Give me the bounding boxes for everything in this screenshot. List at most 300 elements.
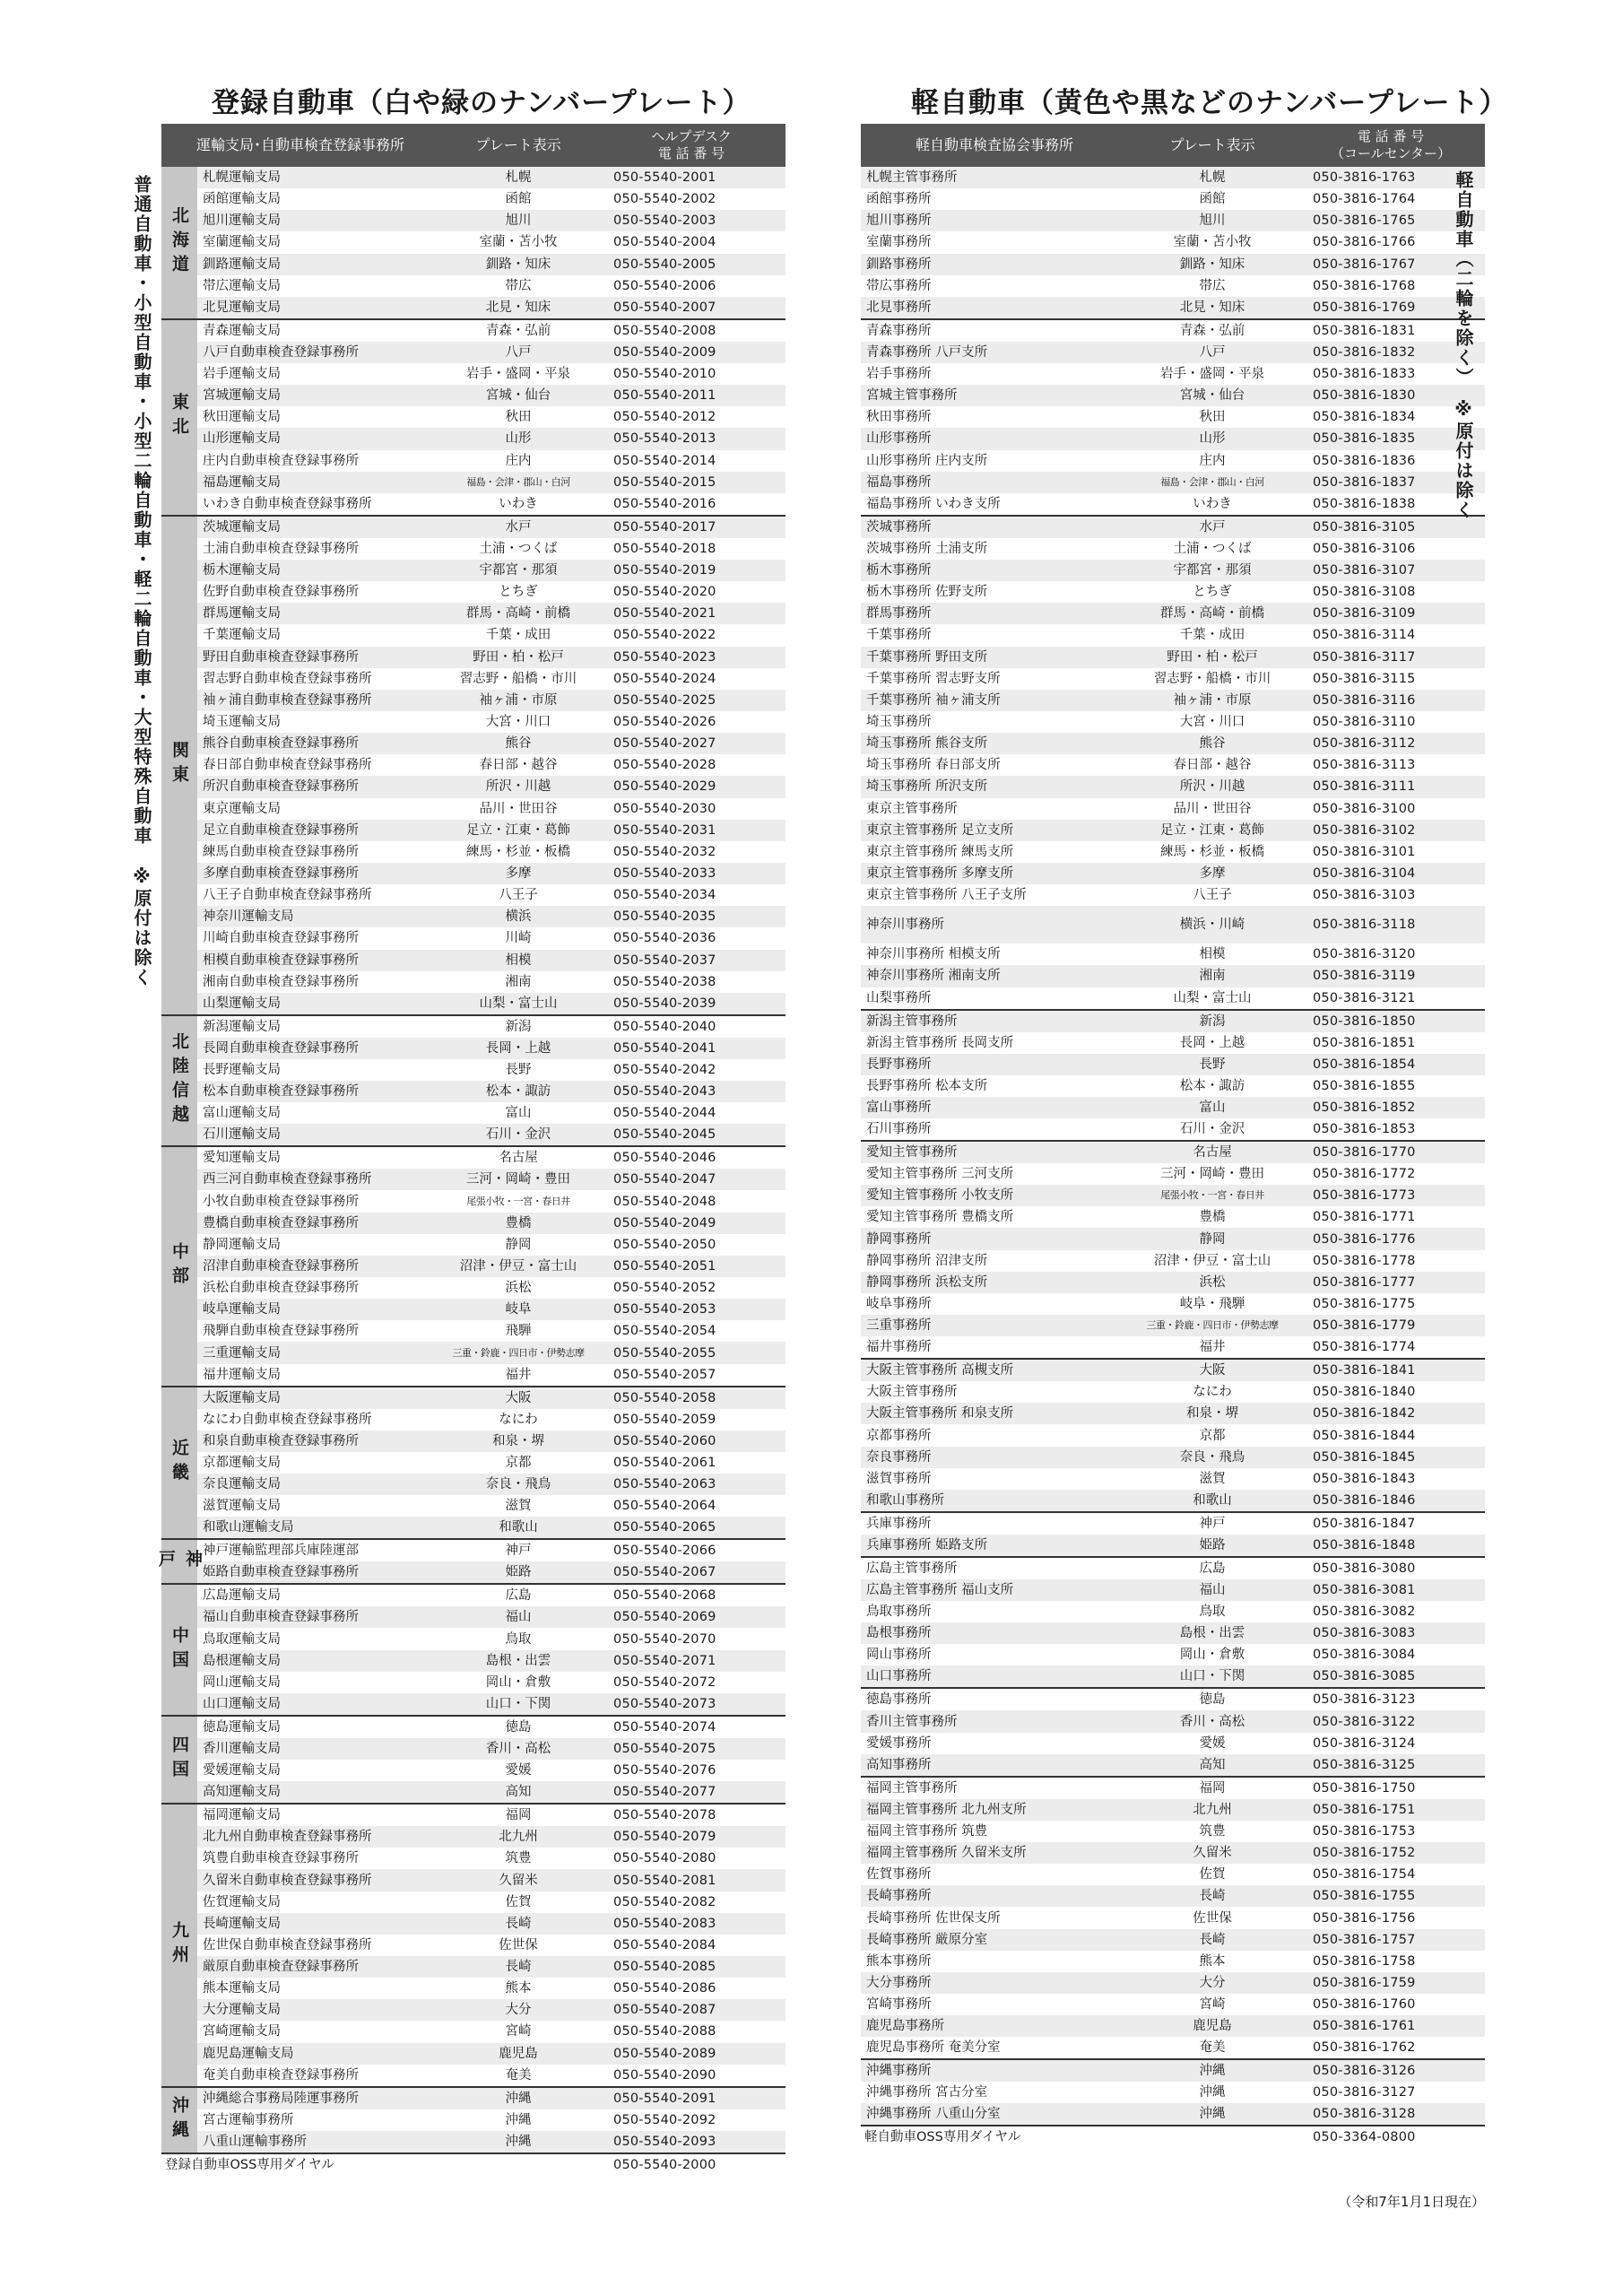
office-name: 山口事務所 <box>861 1665 1128 1688</box>
plate-label: 千葉・成田 <box>1179 628 1245 643</box>
plate-label: 佐賀 <box>505 1894 532 1909</box>
phone-number: 050-3816-1777 <box>1297 1272 1485 1293</box>
phone-number: 050-5540-2093 <box>597 2131 785 2153</box>
table-row <box>161 1869 785 1891</box>
plate-label: 岡山・倉敷 <box>1179 1648 1245 1663</box>
office-name: 福岡主管事務所 久留米支所 <box>861 1842 1128 1864</box>
table-row <box>161 1495 785 1517</box>
table-row <box>161 1738 785 1760</box>
plate-label: 沖縄 <box>439 2087 597 2109</box>
region-label: 東北 <box>161 319 197 516</box>
table-row <box>861 754 1485 776</box>
plate-label: 室蘭・苫小牧 <box>479 235 558 250</box>
office-name: 大阪主管事務所 <box>866 1385 958 1400</box>
office-name: 鹿児島事務所 <box>861 2015 1128 2037</box>
plate-label: 青森・弘前 <box>439 319 597 342</box>
plate-label: とちぎ <box>1193 585 1232 600</box>
office-name: 鳥取運輸支局 <box>203 1631 281 1647</box>
office-name: 千葉事務所 袖ヶ浦支所 <box>861 690 1128 711</box>
table-row <box>161 1892 785 1913</box>
region-label: 関東 <box>161 516 197 1015</box>
plate-label: 横浜 <box>439 906 597 927</box>
phone-number: 050-3816-3104 <box>1297 863 1485 884</box>
table-row <box>161 1387 785 1409</box>
plate-label: 袖ヶ浦・市原 <box>1128 690 1297 711</box>
plate-label: 愛媛 <box>505 1763 532 1779</box>
office-name: 青森事務所 <box>861 319 1128 342</box>
phone-number: 050-5540-2080 <box>613 1851 716 1866</box>
plate-label: 釧路・知床 <box>439 254 597 275</box>
plate-label: 品川・世田谷 <box>1173 801 1252 816</box>
table-header <box>861 124 1485 167</box>
phone-number: 050-3816-1835 <box>1297 428 1485 449</box>
plate-label: 青森・弘前 <box>1128 319 1297 342</box>
phone-number: 050-3816-3119 <box>1297 965 1485 987</box>
phone-number: 050-3816-1845 <box>1297 1447 1485 1468</box>
plate-label: 習志野・船橋・市川 <box>459 671 577 686</box>
phone-number: 050-3816-3080 <box>1297 1557 1485 1579</box>
phone-number: 050-5540-2016 <box>613 496 716 511</box>
plate-label: 長岡・上越 <box>1179 1035 1245 1050</box>
table-row <box>861 1972 1485 1994</box>
table-header <box>161 124 785 167</box>
plate-label: 豊橋 <box>1199 1210 1226 1225</box>
plate-label: 石川・金沢 <box>1179 1122 1245 1137</box>
office-name: 姫路自動車検査登録事務所 <box>197 1561 439 1584</box>
table-row <box>161 884 785 906</box>
plate-label: 香川・高松 <box>1128 1710 1297 1732</box>
plate-label: 福岡 <box>439 1804 597 1826</box>
office-name: 厳原自動車検査登録事務所 <box>197 1956 439 1978</box>
table-row <box>861 493 1485 516</box>
office-name: 和泉自動車検査登録事務所 <box>197 1431 439 1452</box>
office-name: 旭川運輸支局 <box>197 210 439 231</box>
phone-number: 050-3816-3101 <box>1313 844 1416 859</box>
phone-number: 050-5540-2020 <box>613 585 716 600</box>
table-row <box>861 1799 1485 1821</box>
phone-number: 050-5540-2027 <box>597 733 785 754</box>
office-name: 新潟主管事務所 長岡支所 <box>866 1035 1014 1050</box>
office-name: 青森事務所 八戸支所 <box>861 342 1128 363</box>
phone-number: 050-5540-2023 <box>597 647 785 668</box>
plate-label: 八戸 <box>439 342 597 363</box>
table-row <box>161 971 785 993</box>
office-name: 滋賀事務所 <box>866 1471 932 1486</box>
plate-label: 鹿児島 <box>1128 2015 1297 2037</box>
table-row <box>161 1102 785 1124</box>
table-row <box>861 297 1485 319</box>
plate-label: 宇都宮・那須 <box>1128 560 1297 581</box>
table-row <box>161 1628 785 1649</box>
plate-label: 佐賀 <box>1199 1867 1226 1883</box>
table-row <box>161 1081 785 1102</box>
table-row <box>861 820 1485 841</box>
office-name: 三重運輸支局 <box>197 1342 439 1363</box>
phone-number: 050-3816-1752 <box>1297 1842 1485 1864</box>
office-name: 大阪主管事務所 高槻支所 <box>861 1359 1128 1381</box>
plate-label: なにわ <box>499 1412 538 1427</box>
plate-label: 京都 <box>1199 1428 1226 1443</box>
office-name: 札幌運輸支局 <box>197 167 439 188</box>
plate-label: 島根・出雲 <box>1128 1622 1297 1644</box>
office-name: 広島運輸支局 <box>197 1584 439 1606</box>
phone-number: 050-3816-1836 <box>1313 453 1416 468</box>
phone-number: 050-3816-1772 <box>1313 1167 1416 1182</box>
phone-number: 050-5540-2031 <box>597 820 785 841</box>
plate-label: 三重・鈴鹿・四日市・伊勢志摩 <box>1128 1315 1297 1336</box>
table-row <box>161 647 785 668</box>
plate-label: 山形 <box>439 428 597 449</box>
plate-label: 大阪 <box>439 1387 597 1409</box>
table-row <box>161 1956 785 1978</box>
phone-number: 050-3816-1834 <box>1313 410 1416 425</box>
plate-label: 愛媛 <box>1199 1735 1226 1751</box>
phone-number: 050-3816-1853 <box>1313 1122 1416 1137</box>
plate-label: 北見・知床 <box>1128 297 1297 319</box>
office-name: 北見事務所 <box>861 297 1128 319</box>
phone-number: 050-3816-1771 <box>1313 1210 1416 1225</box>
table-row <box>861 668 1485 690</box>
phone-number: 050-3816-1833 <box>1313 367 1416 382</box>
phone-number: 050-5540-2070 <box>613 1631 716 1647</box>
oss-dial-label: 登録自動車OSS専用ダイヤル <box>161 2153 439 2176</box>
table-row <box>161 231 785 253</box>
plate-label: 川崎 <box>505 931 532 946</box>
office-name: 大分事務所 <box>861 1972 1128 1994</box>
plate-label: 沼津・伊豆・富士山 <box>439 1256 597 1277</box>
phone-number: 050-5540-2051 <box>597 1256 785 1277</box>
phone-number: 050-5540-2092 <box>613 2112 716 2127</box>
plate-label: 大分 <box>1128 1972 1297 1994</box>
office-name: 香川主管事務所 <box>861 1710 1128 1732</box>
office-name: 愛知主管事務所 三河支所 <box>866 1167 1014 1182</box>
plate-label: 広島 <box>1128 1557 1297 1579</box>
office-name: 石川事務所 <box>866 1122 932 1137</box>
plate-label: 熊谷 <box>1128 733 1297 754</box>
office-name: 沼津自動車検査登録事務所 <box>197 1256 439 1277</box>
office-name: 釧路事務所 <box>861 254 1128 275</box>
table-row <box>861 1951 1485 1972</box>
phone-number: 050-3816-3111 <box>1297 776 1485 797</box>
phone-number: 050-5540-2006 <box>613 278 716 293</box>
phone-number: 050-5540-2066 <box>597 1539 785 1561</box>
phone-number: 050-5540-2017 <box>597 516 785 538</box>
office-name: 鹿児島運輸支局 <box>197 2043 439 2065</box>
phone-number: 050-3816-3124 <box>1313 1735 1416 1751</box>
office-name: 千葉事務所 野田支所 <box>861 647 1128 668</box>
office-name: 愛知主管事務所 豊橋支所 <box>866 1210 1014 1225</box>
table-row <box>161 319 785 342</box>
plate-label: 浜松 <box>505 1281 532 1296</box>
phone-number: 050-5540-2054 <box>613 1324 716 1339</box>
office-name: 浜松自動車検査登録事務所 <box>203 1281 359 1296</box>
office-name: 長野運輸支局 <box>203 1062 281 1077</box>
plate-label: 久留米 <box>439 1869 597 1891</box>
office-name: 熊本運輸支局 <box>203 1981 281 1996</box>
header-office: 軽自動車検査協会事務所 <box>861 124 1128 167</box>
phone-number: 050-5540-2068 <box>597 1584 785 1606</box>
table-row <box>161 1169 785 1190</box>
office-name: 八王子自動車検査登録事務所 <box>203 888 372 903</box>
plate-label: 山梨・富士山 <box>1173 990 1252 1005</box>
phone-number: 050-3816-1846 <box>1297 1490 1485 1512</box>
office-name: 高知事務所 <box>861 1754 1128 1777</box>
table-row <box>861 1907 1485 1928</box>
office-name: 茨城事務所 <box>861 516 1128 538</box>
office-name: 徳島運輸支局 <box>197 1716 439 1738</box>
table-row <box>861 1710 1485 1732</box>
plate-label: 函館 <box>505 192 532 207</box>
registered-vehicles-title: 登録自動車（白や緑のナンバープレート） <box>212 87 751 119</box>
table-row <box>861 944 1485 965</box>
table-row <box>861 516 1485 538</box>
office-name: 練馬自動車検査登録事務所 <box>203 844 359 859</box>
phone-number: 050-5540-2004 <box>613 235 716 250</box>
office-name: 埼玉事務所 <box>866 715 932 730</box>
table-row <box>861 603 1485 624</box>
plate-label: 帯広 <box>505 278 532 293</box>
plate-label: 沖縄 <box>505 2112 532 2127</box>
plate-label: 横浜・川崎 <box>1128 906 1297 944</box>
region-label: 中部 <box>161 1146 197 1386</box>
plate-label: 山口・下関 <box>439 1693 597 1716</box>
office-name: 千葉運輸支局 <box>203 628 281 643</box>
plate-label: 北見・知床 <box>439 297 597 319</box>
phone-number: 050-5540-2077 <box>597 1781 785 1804</box>
table-row <box>861 2015 1485 2037</box>
footer-empty <box>439 2153 597 2176</box>
office-name: 岡山事務所 <box>866 1648 932 1663</box>
office-name: 茨城運輸支局 <box>197 516 439 538</box>
plate-label: 久留米 <box>1128 1842 1297 1864</box>
phone-number: 050-3816-1763 <box>1297 167 1485 188</box>
table-row <box>861 1097 1485 1118</box>
phone-number: 050-5540-2050 <box>613 1237 716 1252</box>
plate-label: 宇都宮・那須 <box>439 560 597 581</box>
plate-label: 群馬・高崎・前橋 <box>439 603 597 624</box>
office-name: 長岡自動車検査登録事務所 <box>197 1038 439 1059</box>
plate-label: 岩手・盛岡・平泉 <box>466 367 571 382</box>
header-plate: プレート表示 <box>1128 124 1297 167</box>
kei-vehicles-panel <box>861 83 1508 2148</box>
office-name: 長野事務所 <box>861 1054 1128 1075</box>
phone-number: 050-5540-2030 <box>613 801 716 816</box>
table-row <box>161 1539 785 1561</box>
phone-number: 050-3816-1854 <box>1297 1054 1485 1075</box>
table-row <box>861 1468 1485 1490</box>
table-row <box>161 1781 785 1804</box>
plate-label: 湘南 <box>1128 965 1297 987</box>
phone-number: 050-5540-2083 <box>597 1913 785 1935</box>
office-name: 静岡事務所 <box>861 1228 1128 1249</box>
phone-number: 050-5540-2060 <box>597 1431 785 1452</box>
phone-number: 050-3816-1841 <box>1297 1359 1485 1381</box>
table-row <box>861 319 1485 342</box>
plate-label: 沖縄 <box>1128 2103 1297 2126</box>
office-name: 京都運輸支局 <box>203 1455 281 1470</box>
table-row <box>161 841 785 863</box>
table-row <box>161 472 785 493</box>
plate-label: 筑豊 <box>505 1851 532 1866</box>
table-row <box>861 1272 1485 1293</box>
office-name: 愛媛運輸支局 <box>203 1763 281 1779</box>
plate-label: 長岡・上越 <box>439 1038 597 1059</box>
plate-label: 和歌山 <box>1128 1490 1297 1512</box>
plate-label: 所沢・川越 <box>1128 776 1297 797</box>
table-row <box>161 1693 785 1716</box>
office-name: 沖縄事務所 <box>861 2059 1128 2082</box>
plate-label: 鳥取 <box>505 1631 532 1647</box>
office-name: 広島主管事務所 <box>861 1557 1128 1579</box>
table-row <box>161 406 785 428</box>
phone-number: 050-3816-3118 <box>1297 906 1485 944</box>
phone-number: 050-3816-1765 <box>1297 210 1485 231</box>
office-name: 野田自動車検査登録事務所 <box>197 647 439 668</box>
office-name: 京都事務所 <box>866 1428 932 1443</box>
phone-number: 050-3816-3117 <box>1297 647 1485 668</box>
plate-label: 福井 <box>1199 1340 1226 1355</box>
plate-label: 群馬・高崎・前橋 <box>1128 603 1297 624</box>
phone-number: 050-3816-1764 <box>1313 192 1416 207</box>
plate-label: 宮崎 <box>505 2024 532 2039</box>
table-row <box>161 1431 785 1452</box>
region-label: 中国 <box>161 1584 197 1716</box>
phone-number: 050-3816-3102 <box>1297 820 1485 841</box>
table-row <box>161 450 785 472</box>
table-row <box>161 385 785 406</box>
table-row <box>161 254 785 275</box>
office-name: 東京主管事務所 八王子支所 <box>866 888 1027 903</box>
phone-number: 050-5540-2029 <box>597 776 785 797</box>
phone-number: 050-5540-2059 <box>613 1412 716 1427</box>
table-row <box>861 538 1485 560</box>
table-row <box>861 647 1485 668</box>
phone-number: 050-5540-2038 <box>613 974 716 989</box>
phone-number: 050-5540-2032 <box>613 844 716 859</box>
region-label: 神戸 <box>161 1539 197 1584</box>
phone-number: 050-5540-2005 <box>597 254 785 275</box>
plate-label: 熊本 <box>1199 1953 1226 1969</box>
office-name: 富山運輸支局 <box>203 1106 281 1121</box>
office-name: 東京主管事務所 <box>866 801 958 816</box>
phone-number: 050-5540-2073 <box>597 1693 785 1716</box>
office-name: 愛知主管事務所 <box>861 1141 1128 1163</box>
phone-number: 050-3816-1843 <box>1313 1471 1416 1486</box>
phone-number: 050-5540-2022 <box>613 628 716 643</box>
plate-label: 沼津・伊豆・富士山 <box>1153 1253 1271 1268</box>
table-row <box>861 363 1485 385</box>
table-row <box>861 188 1485 210</box>
office-name: 広島主管事務所 福山支所 <box>861 1579 1128 1601</box>
phone-number: 050-5540-2024 <box>613 671 716 686</box>
plate-label: 長崎 <box>439 1913 597 1935</box>
office-name: 春日部自動車検査登録事務所 <box>203 758 372 773</box>
phone-number: 050-5540-2081 <box>597 1869 785 1891</box>
office-name: 山形運輸支局 <box>197 428 439 449</box>
plate-label: なにわ <box>1193 1385 1232 1400</box>
office-name: 筑豊自動車検査登録事務所 <box>203 1851 359 1866</box>
phone-number: 050-5540-2041 <box>597 1038 785 1059</box>
office-name: 山梨事務所 <box>866 990 932 1005</box>
table-row <box>861 2103 1485 2126</box>
plate-label: 神戸 <box>1128 1512 1297 1535</box>
table-row <box>861 841 1485 863</box>
table-row <box>161 1672 785 1693</box>
table-row <box>161 603 785 624</box>
table-row <box>861 1821 1485 1842</box>
table-row <box>861 167 1485 188</box>
plate-label: 香川・高松 <box>439 1738 597 1760</box>
plate-label: 京都 <box>505 1455 532 1470</box>
phone-number: 050-3816-3128 <box>1297 2103 1485 2126</box>
table-row <box>861 1644 1485 1665</box>
phone-number: 050-5540-2003 <box>597 210 785 231</box>
table-row <box>161 516 785 538</box>
office-name: 栃木事務所 佐野支所 <box>866 585 988 600</box>
office-name: 新潟運輸支局 <box>197 1015 439 1038</box>
office-name: 沖縄総合事務局陸運事務所 <box>197 2087 439 2109</box>
office-name: 福島運輸支局 <box>197 472 439 493</box>
region-label: 北海道 <box>161 167 197 319</box>
table-row <box>161 538 785 560</box>
phone-number: 050-3816-3100 <box>1313 801 1416 816</box>
plate-label: 筑豊 <box>1199 1823 1226 1839</box>
table-row <box>861 1075 1485 1097</box>
office-name: 神奈川事務所 湘南支所 <box>861 965 1128 987</box>
office-name: 島根事務所 <box>861 1622 1128 1644</box>
office-name: 福井運輸支局 <box>203 1367 281 1382</box>
table-row <box>861 711 1485 733</box>
office-name: 千葉事務所 習志野支所 <box>866 671 1001 686</box>
phone-number: 050-5540-2074 <box>597 1716 785 1738</box>
phone-number: 050-3816-1832 <box>1297 342 1485 363</box>
table-row <box>161 493 785 516</box>
office-name: 島根運輸支局 <box>197 1650 439 1672</box>
footer-empty <box>1128 2126 1297 2148</box>
plate-label: 静岡 <box>1128 1228 1297 1249</box>
phone-number: 050-5540-2043 <box>597 1081 785 1102</box>
plate-label: 岩手・盛岡・平泉 <box>1160 367 1264 382</box>
office-name: 岡山運輸支局 <box>203 1674 281 1690</box>
office-name: 佐賀事務所 <box>866 1867 932 1883</box>
office-name: 宮崎事務所 <box>866 1997 932 2013</box>
plate-label: 新潟 <box>1128 1010 1297 1032</box>
plate-label: 山形 <box>1128 428 1297 449</box>
table-row <box>161 1256 785 1277</box>
plate-label: 山口・下関 <box>1128 1665 1297 1688</box>
phone-number: 050-5540-2037 <box>597 950 785 971</box>
plate-label: 春日部・越谷 <box>479 758 558 773</box>
office-name: 長崎事務所 厳原分室 <box>861 1929 1128 1951</box>
phone-number: 050-3816-1766 <box>1313 235 1416 250</box>
office-name: 室蘭事務所 <box>866 235 932 250</box>
phone-number: 050-3816-3112 <box>1297 733 1485 754</box>
phone-number: 050-3816-1755 <box>1297 1885 1485 1907</box>
office-name: 旭川事務所 <box>861 210 1128 231</box>
office-name: 秋田事務所 <box>866 410 932 425</box>
plate-label: 福山 <box>439 1606 597 1628</box>
table-row <box>861 1754 1485 1777</box>
table-row <box>161 1452 785 1474</box>
table-row <box>161 1213 785 1234</box>
table-row <box>161 1320 785 1342</box>
table-row <box>161 668 785 690</box>
table-row <box>161 820 785 841</box>
table-row <box>861 1535 1485 1557</box>
phone-number: 050-5540-2001 <box>597 167 785 188</box>
table-row <box>161 1913 785 1935</box>
phone-number: 050-5540-2087 <box>597 1999 785 2021</box>
